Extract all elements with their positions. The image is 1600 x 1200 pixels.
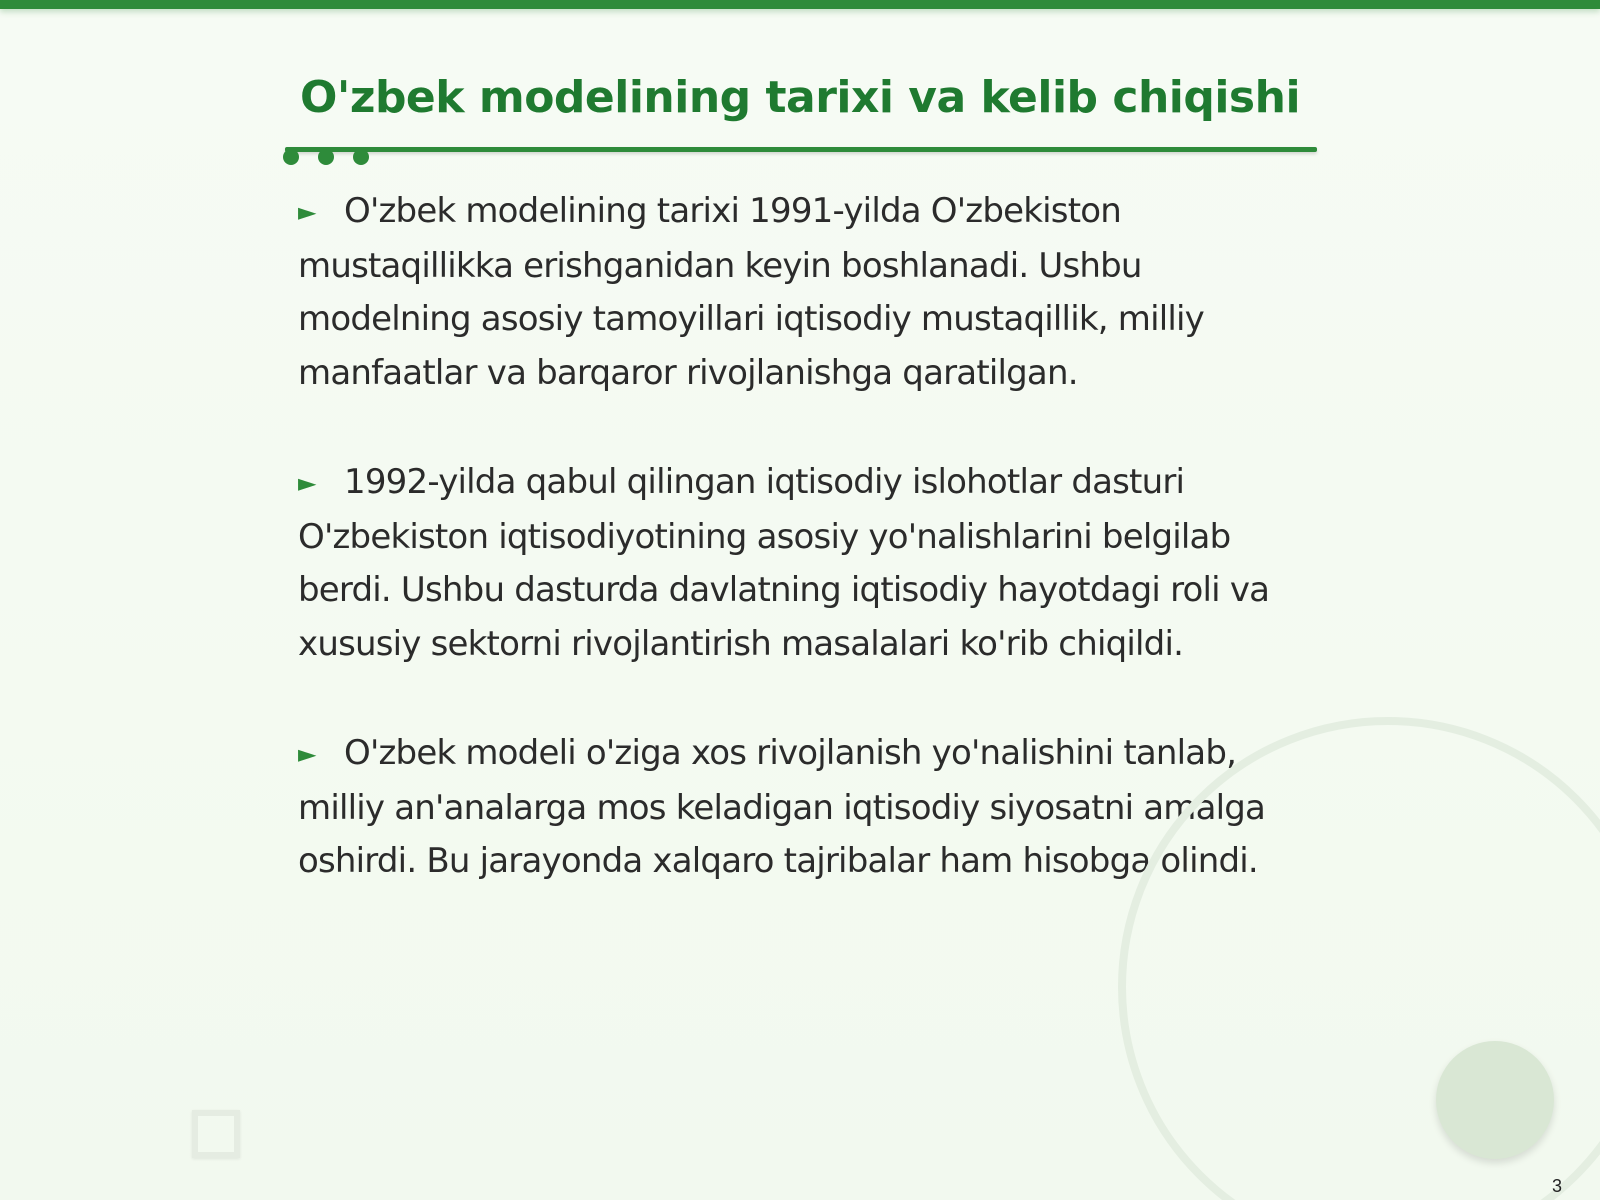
- bullet-item: [298, 456, 1288, 671]
- bullet-arrow-icon: ►: [298, 740, 316, 768]
- bullet-text: O'zbek modelining tarixi 1991-yilda O'zbekiston mustaqillikka erishganidan keyin boshlanadi. Ushbu modelning asosiy tamoyillari iqtisodiy mustaqillik, milliy manfaatlar va barqaror rivojlanishga qaratilgan.: [298, 191, 1204, 393]
- page-number: 3: [1552, 1176, 1563, 1196]
- bullet-text: 1992-yilda qabul qilingan iqtisodiy islohotlar dasturi O'zbekiston iqtisodiyotining asosiy yo'nalishlarini belgilab berdi. Ushbu dasturda davlatning iqtisodiy hayotdagi roli va xususiy sektorni rivojlantirish masalalari ko'rib chiqildi.: [298, 462, 1270, 664]
- decorative-square: [192, 1110, 240, 1158]
- decorative-circle: [1436, 1041, 1554, 1159]
- bullet-arrow-icon: ►: [298, 469, 316, 497]
- bullet-list: [298, 185, 1288, 945]
- title-underline: [285, 147, 1317, 152]
- decorative-dot: [318, 149, 334, 165]
- bullet-arrow-icon: ►: [298, 198, 316, 226]
- top-accent-bar: [0, 0, 1600, 9]
- decorative-dot: [353, 149, 369, 165]
- bullet-item: [298, 185, 1288, 400]
- slide-title: O'zbek modelining tarixi va kelib chiqishi: [299, 72, 1301, 123]
- decorative-dot: [283, 149, 299, 165]
- bullet-item: [298, 727, 1288, 889]
- bullet-text: O'zbek modeli o'ziga xos rivojlanish yo'nalishini tanlab, milliy an'analarga mos keladigan iqtisodiy siyosatni amalga oshirdi. Bu jarayonda xalqaro tajribalar ham hisobga olindi.: [298, 733, 1266, 881]
